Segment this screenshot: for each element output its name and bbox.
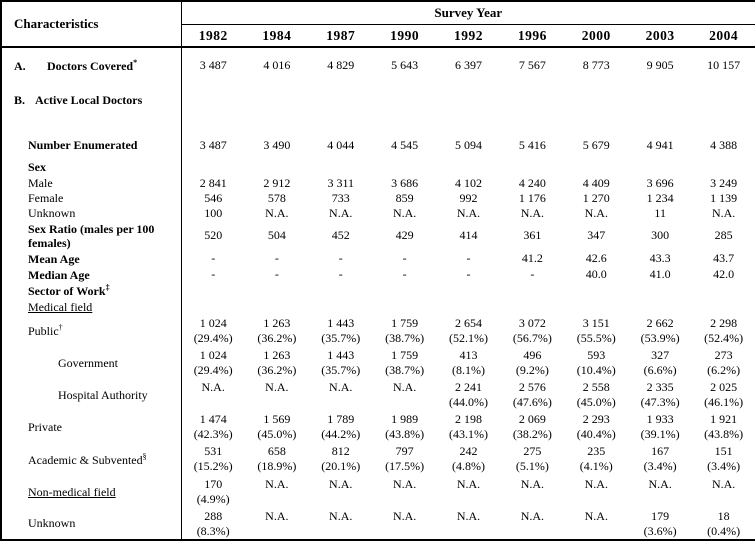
cell-non-medical-field-1992: N.A. (456, 476, 481, 491)
cell-doctors-covered-1996: 7 567 (518, 58, 546, 73)
cell-active-local-doctors-2003 (628, 83, 692, 117)
cell-unknown-sex-1990: N.A. (392, 205, 417, 220)
table-row-medical-field (1, 299, 755, 315)
table-row-unknown-sex (1, 206, 755, 221)
cell-sex-ratio-1987: 452 (331, 228, 350, 243)
table-row-female (1, 191, 755, 206)
cell-government-2000: 593 (10.4%) (576, 348, 616, 378)
cell-hospital-authority-1982: N.A. (201, 380, 225, 395)
cell-active-local-doctors-1990 (373, 83, 437, 117)
cell-sex-2000 (564, 159, 628, 175)
table-row-government (1, 347, 755, 379)
cell-non-medical-field-1987: N.A. (329, 476, 353, 491)
survey-year-header: Survey Year (181, 1, 755, 25)
cell-female-1996: 1 176 (518, 190, 546, 205)
cell-mean-age-1996: 41.2 (521, 251, 543, 266)
cell-government-1984: 1 263 (36.2%) (257, 348, 297, 378)
cell-spacer-2000 (564, 117, 628, 131)
cell-sector-of-work-1992 (437, 283, 501, 299)
spacer-cell (1, 117, 181, 131)
row-label-government: Government (1, 347, 181, 379)
cell-doctors-covered-1984: 4 016 (263, 58, 291, 73)
table-row-unknown-sector (1, 508, 755, 540)
cell-spacer-1996 (500, 117, 564, 131)
cell-private-1996: 2 069 (38.2%) (512, 412, 552, 442)
cell-non-medical-field-2004: N.A. (711, 476, 736, 491)
table-row-sector-of-work (1, 283, 755, 299)
cell-academic-subvented-1984: 658 (18.9%) (257, 444, 297, 474)
row-label-active-local-doctors: B. Active Local Doctors (1, 83, 181, 117)
cell-active-local-doctors-1987 (309, 83, 373, 117)
cell-doctors-covered-2003: 9 905 (646, 58, 674, 73)
cell-sex-1982 (181, 159, 245, 175)
cell-academic-subvented-1982: 531 (15.2%) (193, 444, 233, 474)
cell-sex-ratio-1990: 429 (395, 228, 414, 243)
cell-government-1996: 496 (9.2%) (515, 348, 549, 378)
cell-male-1996: 4 240 (518, 175, 546, 190)
cell-mean-age-1992: - (466, 251, 471, 266)
cell-hospital-authority-1996: 2 576 (47.6%) (512, 380, 552, 410)
cell-sex-2004 (692, 159, 755, 175)
table-row-median-age (1, 267, 755, 283)
cell-unknown-sector-1984: N.A. (265, 508, 289, 523)
year-header-1982: 1982 (181, 25, 245, 48)
cell-doctors-covered-1990: 5 643 (391, 58, 419, 73)
cell-unknown-sector-1996: N.A. (520, 508, 545, 523)
cell-government-2004: 273 (6.2%) (707, 348, 741, 378)
cell-unknown-sex-2000: N.A. (584, 205, 608, 220)
cell-sector-of-work-2003 (628, 283, 692, 299)
year-header-1990: 1990 (373, 25, 437, 48)
cell-mean-age-2000: 42.6 (585, 251, 607, 266)
row-label-private: Private (1, 411, 181, 443)
cell-private-1984: 1 569 (45.0%) (257, 412, 297, 442)
cell-public-2003: 2 662 (53.9%) (640, 315, 680, 345)
cell-non-medical-field-1996: N.A. (520, 476, 545, 491)
cell-active-local-doctors-2004 (692, 83, 755, 117)
cell-public-1996: 3 072 (56.7%) (512, 315, 552, 345)
cell-male-2004: 3 249 (710, 175, 738, 190)
year-header-1996: 1996 (500, 25, 564, 48)
cell-unknown-sector-2000: N.A. (584, 508, 608, 523)
cell-number-enumerated-2000: 5 679 (582, 137, 610, 152)
row-label-unknown-sector: Unknown (1, 508, 181, 540)
year-header-1992: 1992 (437, 25, 501, 48)
cell-male-2003: 3 696 (646, 175, 674, 190)
cell-public-1987: 1 443 (35.7%) (321, 315, 361, 345)
table-row-academic-subvented (1, 443, 755, 475)
cell-private-2003: 1 933 (39.1%) (640, 412, 680, 442)
cell-private-1982: 1 474 (42.3%) (193, 412, 233, 442)
cell-medical-field-1982 (181, 299, 245, 315)
cell-private-2004: 1 921 (43.8%) (704, 412, 744, 442)
cell-spacer-2003 (628, 117, 692, 131)
row-label-non-medical-field: Non-medical field (1, 476, 181, 508)
cell-male-1982: 2 841 (199, 175, 227, 190)
cell-female-1984: 578 (267, 190, 286, 205)
row-label-public: Public† (1, 315, 181, 347)
spacer-row (1, 117, 755, 131)
cell-medical-field-2000 (564, 299, 628, 315)
cell-spacer-1982 (181, 117, 245, 131)
row-label-median-age: Median Age (1, 267, 181, 283)
cell-public-2000: 3 151 (55.5%) (576, 315, 616, 345)
cell-sector-of-work-1990 (373, 283, 437, 299)
row-label-doctors-covered: A. Doctors Covered* (1, 47, 181, 83)
cell-female-1990: 859 (395, 190, 414, 205)
cell-doctors-covered-1992: 6 397 (455, 58, 482, 73)
cell-medical-field-2004 (692, 299, 755, 315)
cell-median-age-1982: - (211, 267, 216, 282)
cell-unknown-sex-2004: N.A. (711, 205, 736, 220)
cell-unknown-sector-2003: 179 (3.6%) (643, 508, 677, 538)
cell-male-1984: 2 912 (263, 175, 291, 190)
cell-median-age-2000: 40.0 (585, 267, 607, 282)
cell-academic-subvented-2000: 235 (4.1%) (579, 444, 613, 474)
cell-hospital-authority-2004: 2 025 (46.1%) (704, 380, 744, 410)
cell-sex-1996 (500, 159, 564, 175)
cell-sex-ratio-1984: 504 (267, 228, 286, 243)
cell-hospital-authority-2000: 2 558 (45.0%) (576, 380, 616, 410)
cell-non-medical-field-1982: 170 (4.9%) (196, 476, 230, 506)
cell-spacer-2004 (692, 117, 755, 131)
cell-number-enumerated-1984: 3 490 (263, 137, 291, 152)
year-header-1987: 1987 (309, 25, 373, 48)
cell-active-local-doctors-1984 (245, 83, 309, 117)
row-label-sex-ratio: Sex Ratio (males per 100 females) (1, 221, 181, 251)
table-body (1, 47, 755, 540)
cell-number-enumerated-1992: 5 094 (455, 137, 482, 152)
cell-public-2004: 2 298 (52.4%) (704, 315, 744, 345)
row-label-hospital-authority: Hospital Authority (1, 379, 181, 411)
cell-doctors-covered-2004: 10 157 (707, 58, 741, 73)
cell-median-age-1984: - (274, 267, 279, 282)
cell-academic-subvented-1996: 275 (5.1%) (515, 444, 549, 474)
cell-government-1990: 1 759 (38.7%) (385, 348, 425, 378)
cell-unknown-sex-1982: 100 (204, 205, 223, 220)
cell-government-1992: 413 (8.1%) (452, 348, 485, 378)
year-header-1984: 1984 (245, 25, 309, 48)
cell-sex-ratio-1982: 520 (204, 228, 223, 243)
cell-median-age-2003: 41.0 (649, 267, 671, 282)
table-row-sex-ratio (1, 221, 755, 251)
cell-number-enumerated-2003: 4 941 (646, 137, 674, 152)
cell-sex-ratio-1992: 414 (459, 228, 478, 243)
cell-female-2003: 1 234 (646, 190, 674, 205)
cell-academic-subvented-1992: 242 (4.8%) (452, 444, 485, 474)
row-label-male: Male (1, 175, 181, 190)
table-row-mean-age (1, 251, 755, 267)
cell-public-1982: 1 024 (29.4%) (193, 315, 233, 345)
cell-government-1987: 1 443 (35.7%) (321, 348, 361, 378)
cell-unknown-sex-2003: 11 (654, 205, 666, 220)
cell-academic-subvented-2004: 151 (3.4%) (707, 444, 741, 474)
cell-median-age-1987: - (338, 267, 343, 282)
cell-mean-age-2003: 43.3 (649, 251, 671, 266)
cell-unknown-sector-1987: N.A. (329, 508, 353, 523)
cell-hospital-authority-1984: N.A. (265, 380, 289, 395)
cell-medical-field-2003 (628, 299, 692, 315)
cell-non-medical-field-1990: N.A. (392, 476, 417, 491)
cell-unknown-sector-1982: 288 (8.3%) (196, 508, 230, 538)
cell-female-2000: 1 270 (582, 190, 610, 205)
cell-male-1987: 3 311 (327, 175, 354, 190)
cell-sex-ratio-2000: 347 (587, 228, 606, 243)
cell-number-enumerated-1990: 4 545 (391, 137, 419, 152)
cell-unknown-sex-1987: N.A. (329, 205, 353, 220)
cell-sex-1992 (437, 159, 501, 175)
cell-non-medical-field-2003: N.A. (648, 476, 672, 491)
cell-mean-age-1987: - (338, 251, 343, 266)
cell-doctors-covered-2000: 8 773 (582, 58, 610, 73)
cell-mean-age-1982: - (211, 251, 216, 266)
cell-medical-field-1992 (437, 299, 501, 315)
cell-doctors-covered-1987: 4 829 (327, 58, 355, 73)
cell-median-age-1990: - (402, 267, 407, 282)
table-row-male (1, 175, 755, 190)
table-row-number-enumerated (1, 131, 755, 159)
cell-number-enumerated-1987: 4 044 (327, 137, 355, 152)
characteristics-header: Characteristics (1, 1, 181, 47)
cell-sex-ratio-2003: 300 (651, 228, 670, 243)
cell-unknown-sector-1990: N.A. (392, 508, 417, 523)
row-label-mean-age: Mean Age (1, 251, 181, 267)
row-label-female: Female (1, 191, 181, 206)
cell-median-age-2004: 42.0 (713, 267, 735, 282)
cell-sex-1987 (309, 159, 373, 175)
cell-median-age-1992: - (466, 267, 471, 282)
year-header-2000: 2000 (564, 25, 628, 48)
cell-number-enumerated-1996: 5 416 (518, 137, 546, 152)
cell-private-1987: 1 789 (44.2%) (321, 412, 361, 442)
cell-non-medical-field-1984: N.A. (265, 476, 289, 491)
cell-government-1982: 1 024 (29.4%) (193, 348, 233, 378)
cell-male-2000: 4 409 (582, 175, 610, 190)
cell-spacer-1990 (373, 117, 437, 131)
header-row-top (1, 1, 755, 25)
cell-medical-field-1990 (373, 299, 437, 315)
cell-private-2000: 2 293 (40.4%) (576, 412, 616, 442)
cell-active-local-doctors-1996 (500, 83, 564, 117)
cell-private-1990: 1 989 (43.8%) (385, 412, 425, 442)
cell-sector-of-work-1982 (181, 283, 245, 299)
cell-medical-field-1984 (245, 299, 309, 315)
cell-hospital-authority-1990: N.A. (392, 380, 417, 395)
row-label-academic-subvented: Academic & Subvented§ (1, 443, 181, 475)
cell-sector-of-work-1996 (500, 283, 564, 299)
row-label-sex: Sex (1, 159, 181, 175)
cell-mean-age-2004: 43.7 (713, 251, 735, 266)
cell-hospital-authority-1987: N.A. (329, 380, 353, 395)
table-row-private (1, 411, 755, 443)
table-row-doctors-covered (1, 47, 755, 83)
cell-median-age-1996: - (530, 267, 535, 282)
row-label-number-enumerated: Number Enumerated (1, 131, 181, 159)
cell-active-local-doctors-1982 (181, 83, 245, 117)
row-label-medical-field: Medical field (1, 299, 181, 315)
cell-hospital-authority-2003: 2 335 (47.3%) (640, 380, 680, 410)
cell-doctors-covered-1982: 3 487 (199, 58, 227, 73)
cell-unknown-sector-1992: N.A. (456, 508, 481, 523)
cell-male-1990: 3 686 (391, 175, 419, 190)
cell-spacer-1984 (245, 117, 309, 131)
cell-medical-field-1987 (309, 299, 373, 315)
cell-active-local-doctors-2000 (564, 83, 628, 117)
cell-government-2003: 327 (6.6%) (643, 348, 677, 378)
cell-number-enumerated-1982: 3 487 (199, 137, 227, 152)
cell-female-1987: 733 (331, 190, 350, 205)
cell-unknown-sex-1996: N.A. (520, 205, 545, 220)
cell-unknown-sex-1984: N.A. (265, 205, 289, 220)
cell-sector-of-work-1987 (309, 283, 373, 299)
table-row-sex (1, 159, 755, 175)
cell-female-1982: 546 (204, 190, 223, 205)
cell-mean-age-1984: - (274, 251, 279, 266)
table-row-non-medical-field (1, 476, 755, 508)
cell-sex-1984 (245, 159, 309, 175)
row-label-sector-of-work: Sector of Work‡ (1, 283, 181, 299)
cell-private-1992: 2 198 (43.1%) (449, 412, 488, 442)
cell-male-1992: 4 102 (455, 175, 482, 190)
cell-medical-field-1996 (500, 299, 564, 315)
cell-sector-of-work-2004 (692, 283, 755, 299)
cell-sex-1990 (373, 159, 437, 175)
cell-unknown-sector-2004: 18 (0.4%) (707, 508, 741, 538)
cell-public-1984: 1 263 (36.2%) (257, 315, 297, 345)
year-header-2003: 2003 (628, 25, 692, 48)
row-label-unknown-sex: Unknown (1, 206, 181, 221)
cell-female-2004: 1 139 (710, 190, 738, 205)
cell-public-1992: 2 654 (52.1%) (449, 315, 488, 345)
cell-non-medical-field-2000: N.A. (584, 476, 608, 491)
cell-unknown-sex-1992: N.A. (456, 205, 481, 220)
cell-spacer-1992 (437, 117, 501, 131)
cell-sector-of-work-1984 (245, 283, 309, 299)
cell-academic-subvented-2003: 167 (3.4%) (643, 444, 677, 474)
cell-public-1990: 1 759 (38.7%) (385, 315, 425, 345)
cell-spacer-1987 (309, 117, 373, 131)
table-row-public (1, 315, 755, 347)
cell-sex-ratio-2004: 285 (714, 228, 733, 243)
table-row-active-local-doctors (1, 83, 755, 117)
cell-academic-subvented-1990: 797 (17.5%) (385, 444, 425, 474)
cell-mean-age-1990: - (402, 251, 407, 266)
cell-active-local-doctors-1992 (437, 83, 501, 117)
cell-sex-ratio-1996: 361 (523, 228, 542, 243)
cell-hospital-authority-1992: 2 241 (44.0%) (449, 380, 488, 410)
cell-sex-2003 (628, 159, 692, 175)
year-header-2004: 2004 (692, 25, 755, 48)
cell-female-1992: 992 (459, 190, 478, 205)
cell-sector-of-work-2000 (564, 283, 628, 299)
table-row-hospital-authority (1, 379, 755, 411)
cell-number-enumerated-2004: 4 388 (710, 137, 738, 152)
cell-academic-subvented-1987: 812 (20.1%) (321, 444, 361, 474)
